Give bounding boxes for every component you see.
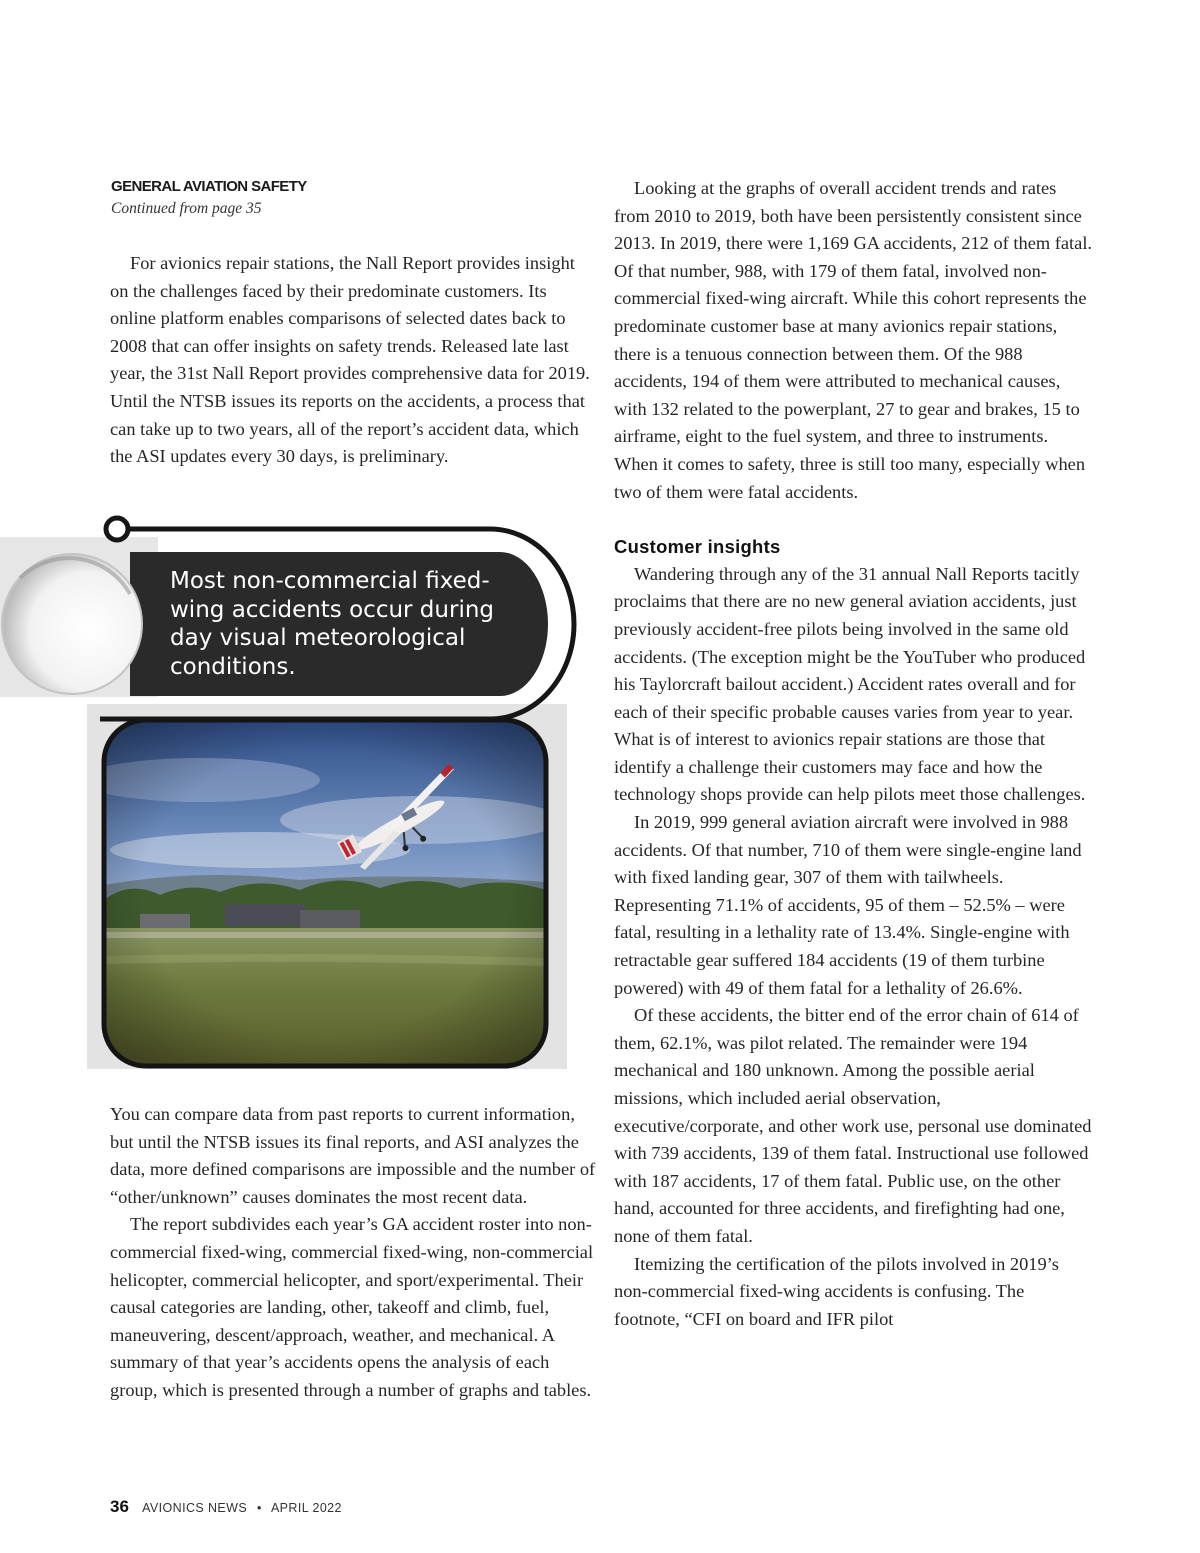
- section-kicker: GENERAL AVIATION SAFETY: [111, 178, 307, 195]
- body-paragraph: You can compare data from past reports to current information, but until the NTSB issues its final reports, and ASI analyzes the data, more defined comparisons are impossible and the number of “other/unknown” causes dominates the most recent data.: [110, 1104, 596, 1207]
- pull-quote: Most non-commercial fixed-wing accidents occur during day visual meteorological conditions.: [170, 568, 495, 680]
- left-column-bottom: [110, 1101, 600, 1405]
- publication-name: AVIONICS NEWS: [142, 1501, 248, 1515]
- body-paragraph: In 2019, 999 general aviation aircraft were involved in 988 accidents. Of that number, 710 of them were single-engine land with fixed landing gear, 307 of them with tailwheels. Representing 71.1% of accidents, 95 of them – 52.5% – were fatal, resulting in a lethality rate of 13.4%. Single-engine with retractable gear suffered 184 accidents (19 of them turbine powered) with 49 of them fatal for a lethality of 26.6%.: [614, 812, 1082, 998]
- airplane-photo: [80, 720, 560, 1068]
- body-paragraph: For avionics repair stations, the Nall Report provides insight on the challenges faced by their predominate customers. Its online platform enables comparisons of selected dates back to 2008 that can offer insights on safety trends. Released late last year, the 31st Nall Report provides comprehensive data for 2019. Until the NTSB issues its reports on the accidents, a process that can take up to two years, all of the report’s accident data, which the ASI updates every 30 days, is preliminary.: [110, 253, 590, 467]
- body-paragraph: Looking at the graphs of overall accident trends and rates from 2010 to 2019, both have been persistently consistent since 2013. In 2019, there were 1,169 GA accidents, 212 of them fatal. Of that number, 988, with 179 of them fatal, involved non-commercial fixed-wing aircraft. While this cohort represents the predominate customer base at many avionics repair stations, there is a tenuous connection between them. Of the 988 accidents, 194 of them were attributed to mechanical causes, with 132 related to the powerplant, 27 to gear and brakes, 15 to airframe, eight to the fuel system, and three to instruments. When it comes to safety, three is still too many, especially when two of them were fatal accidents.: [614, 178, 1093, 502]
- continued-note: Continued from page 35: [111, 200, 262, 217]
- body-paragraph: Wandering through any of the 31 annual Nall Reports tacitly proclaims that there are no new general aviation accidents, just previously accident-free pilots being involved in the same old accidents. (The exception might be the YouTuber who produced his Taylorcraft bailout accident.) Accident rates overall and for each of their specific probable causes varies from year to year. What is of interest to avionics repair stations are those that identify a challenge their customers may face and how the technology shops provide can help pilots meet those challenges.: [614, 563, 1086, 805]
- page-number: 36: [110, 1497, 129, 1516]
- body-paragraph: Itemizing the certification of the pilots involved in 2019’s non-commercial fixed-wing accidents is confusing. The footnote, “CFI on board and IFR pilot: [614, 1253, 1059, 1329]
- body-paragraph: The report subdivides each year’s GA accident roster into non-commercial fixed-wing, commercial fixed-wing, non-commercial helicopter, commercial helicopter, and sport/experimental. Their causal categories are landing, other, takeoff and climb, fuel, maneuvering, descent/approach, weather, and mechanical. A summary of that year’s accidents opens the analysis of each group, which is presented through a number of graphs and tables.: [110, 1214, 594, 1400]
- page-footer: [110, 1497, 342, 1517]
- body-paragraph: Of these accidents, the bitter end of the error chain of 614 of them, 62.1%, was pilot related. The remainder were 194 mechanical and 180 unknown. Among the possible aerial missions, which included aerial observation, executive/corporate, and other work use, personal use dominated with 739 accidents, 139 of them fatal. Instructional use followed with 187 accidents, 17 of them fatal. Public use, on the other hand, accounted for three accidents, and firefighting had one, none of them fatal.: [614, 1005, 1092, 1246]
- footer-bullet: •: [256, 1501, 262, 1515]
- subheading: Customer insights: [614, 536, 781, 558]
- issue-date: APRIL 2022: [270, 1501, 342, 1515]
- left-column-top: [110, 250, 595, 471]
- right-column: [614, 175, 1094, 1333]
